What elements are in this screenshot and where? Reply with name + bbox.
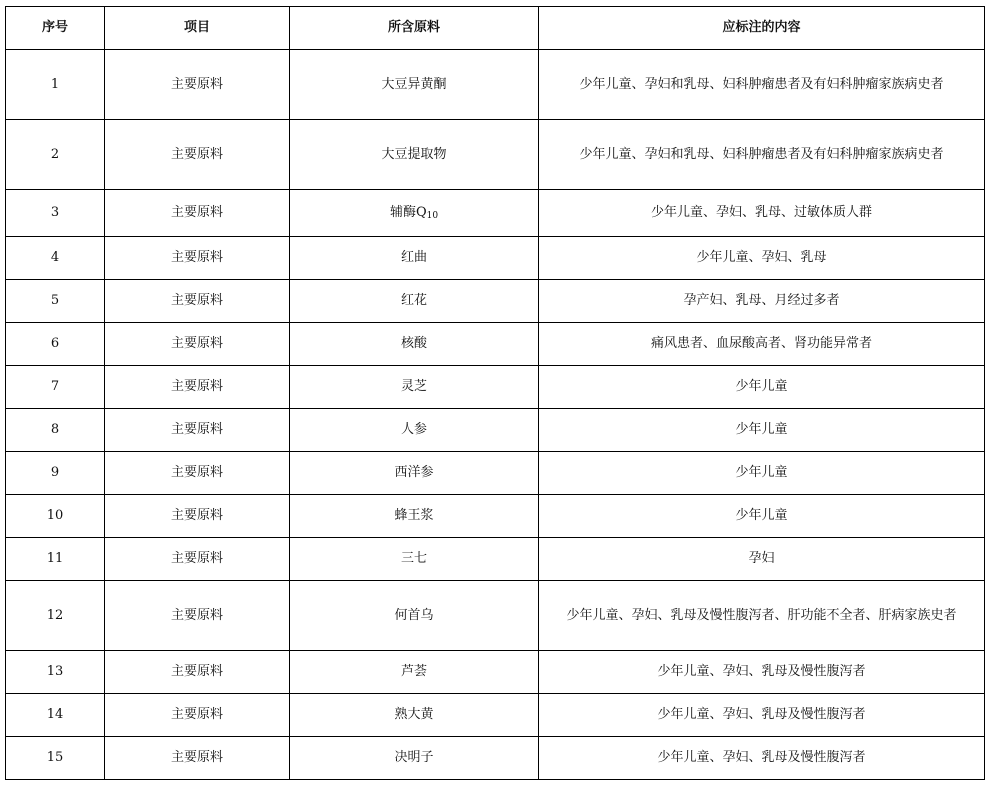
cell-item: 主要原料: [105, 651, 290, 694]
cell-note: 少年儿童、孕妇、乳母及慢性腹泻者: [539, 737, 985, 780]
cell-material: 核酸: [290, 323, 539, 366]
table-row: [6, 651, 985, 694]
table-header-row: [6, 7, 985, 50]
cell-material: 芦荟: [290, 651, 539, 694]
cell-note: 少年儿童、孕妇、乳母及慢性腹泻者: [539, 651, 985, 694]
header-note: 应标注的内容: [539, 7, 985, 50]
table-row: [6, 237, 985, 280]
cell-no: 5: [6, 280, 105, 323]
table-row: [6, 737, 985, 780]
table-row: [6, 120, 985, 190]
cell-material: 蜂王浆: [290, 495, 539, 538]
cell-note: 少年儿童: [539, 452, 985, 495]
cell-item: 主要原料: [105, 538, 290, 581]
cell-item: 主要原料: [105, 581, 290, 651]
cell-item: 主要原料: [105, 237, 290, 280]
cell-note: 少年儿童、孕妇、乳母及慢性腹泻者、肝功能不全者、肝病家族史者: [539, 581, 985, 651]
table-row: [6, 452, 985, 495]
cell-no: 10: [6, 495, 105, 538]
cell-no: 9: [6, 452, 105, 495]
cell-item: 主要原料: [105, 280, 290, 323]
cell-no: 15: [6, 737, 105, 780]
cell-no: 8: [6, 409, 105, 452]
cell-note: 少年儿童、孕妇、乳母、过敏体质人群: [539, 190, 985, 237]
label-requirements-table: [5, 6, 985, 780]
cell-no: 7: [6, 366, 105, 409]
material-text: 辅酶Q: [389, 205, 427, 220]
cell-no: 3: [6, 190, 105, 237]
header-item: 项目: [105, 7, 290, 50]
cell-no: 11: [6, 538, 105, 581]
cell-no: 2: [6, 120, 105, 190]
cell-material: 大豆提取物: [290, 120, 539, 190]
cell-material: 红花: [290, 280, 539, 323]
material-subscript: 10: [426, 211, 439, 221]
table-row: [6, 280, 985, 323]
cell-item: 主要原料: [105, 120, 290, 190]
cell-note: 孕产妇、乳母、月经过多者: [539, 280, 985, 323]
table-row: [6, 495, 985, 538]
table-row: [6, 323, 985, 366]
cell-note: 痛风患者、血尿酸高者、肾功能异常者: [539, 323, 985, 366]
cell-material: [290, 190, 539, 237]
cell-material: 熟大黄: [290, 694, 539, 737]
cell-no: 14: [6, 694, 105, 737]
cell-item: 主要原料: [105, 495, 290, 538]
table-row: [6, 409, 985, 452]
cell-note: 孕妇: [539, 538, 985, 581]
cell-item: 主要原料: [105, 323, 290, 366]
cell-note: 少年儿童: [539, 495, 985, 538]
cell-item: 主要原料: [105, 694, 290, 737]
header-material: 所含原料: [290, 7, 539, 50]
table-row: [6, 190, 985, 237]
cell-note: 少年儿童、孕妇、乳母及慢性腹泻者: [539, 694, 985, 737]
cell-no: 12: [6, 581, 105, 651]
cell-material: 何首乌: [290, 581, 539, 651]
cell-material: 大豆异黄酮: [290, 50, 539, 120]
cell-note: 少年儿童、孕妇、乳母: [539, 237, 985, 280]
cell-item: 主要原料: [105, 452, 290, 495]
table-row: [6, 581, 985, 651]
cell-note: 少年儿童、孕妇和乳母、妇科肿瘤患者及有妇科肿瘤家族病史者: [539, 50, 985, 120]
cell-material: 三七: [290, 538, 539, 581]
cell-no: 4: [6, 237, 105, 280]
header-no: 序号: [6, 7, 105, 50]
cell-material: 灵芝: [290, 366, 539, 409]
table-row: [6, 50, 985, 120]
cell-no: 1: [6, 50, 105, 120]
cell-material: 红曲: [290, 237, 539, 280]
cell-item: 主要原料: [105, 50, 290, 120]
table-row: [6, 694, 985, 737]
cell-material: 人参: [290, 409, 539, 452]
cell-note: 少年儿童: [539, 366, 985, 409]
cell-material: 西洋参: [290, 452, 539, 495]
cell-no: 6: [6, 323, 105, 366]
table-row: [6, 538, 985, 581]
cell-item: 主要原料: [105, 409, 290, 452]
cell-note: 少年儿童: [539, 409, 985, 452]
cell-item: 主要原料: [105, 737, 290, 780]
cell-material: 决明子: [290, 737, 539, 780]
table-row: [6, 366, 985, 409]
cell-item: 主要原料: [105, 366, 290, 409]
cell-item: 主要原料: [105, 190, 290, 237]
cell-note: 少年儿童、孕妇和乳母、妇科肿瘤患者及有妇科肿瘤家族病史者: [539, 120, 985, 190]
cell-no: 13: [6, 651, 105, 694]
